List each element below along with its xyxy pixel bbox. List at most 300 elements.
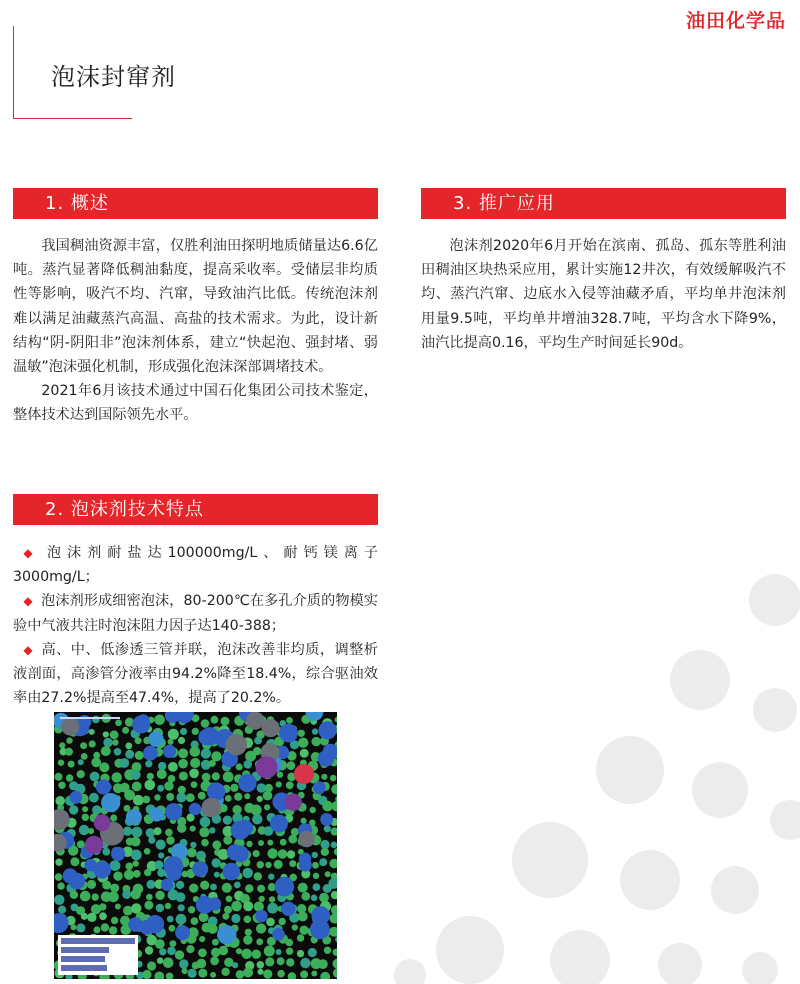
small-bubble — [57, 882, 64, 889]
application-body — [421, 234, 786, 355]
small-bubble — [210, 884, 217, 891]
small-bubble — [263, 969, 272, 978]
small-bubble — [256, 938, 263, 945]
large-bubble — [128, 917, 142, 931]
small-bubble — [176, 793, 186, 803]
small-bubble — [92, 716, 100, 724]
small-bubble — [133, 860, 139, 866]
small-bubble — [329, 859, 337, 869]
small-bubble — [288, 972, 296, 979]
small-bubble — [82, 814, 89, 821]
small-bubble — [212, 772, 220, 780]
small-bubble — [188, 969, 197, 978]
large-bubble — [54, 809, 70, 830]
small-bubble — [154, 827, 162, 835]
large-bubble — [238, 820, 254, 836]
small-bubble — [258, 840, 264, 846]
small-bubble — [177, 824, 186, 833]
small-bubble — [253, 850, 260, 857]
small-bubble — [182, 968, 188, 974]
small-bubble — [209, 760, 216, 767]
small-bubble — [289, 860, 296, 867]
small-bubble — [157, 769, 167, 779]
small-bubble — [99, 912, 107, 920]
legend-line — [61, 947, 109, 953]
small-bubble — [288, 835, 297, 844]
large-bubble — [298, 831, 314, 847]
small-bubble — [68, 761, 75, 768]
small-bubble — [78, 759, 84, 765]
small-bubble — [176, 892, 186, 902]
small-bubble — [280, 839, 287, 846]
small-bubble — [168, 729, 179, 740]
small-bubble — [222, 913, 229, 920]
features-list — [13, 541, 378, 710]
small-bubble — [265, 862, 271, 868]
large-bubble — [174, 712, 193, 723]
small-bubble — [101, 923, 109, 931]
small-bubble — [257, 885, 265, 893]
small-bubble — [145, 780, 156, 791]
overview-paragraph-2: 2021年6月该技术通过中国石化集团公司技术鉴定，整体技术达到国际领先水平。 — [13, 383, 378, 424]
large-bubble — [246, 712, 264, 730]
brand-label: 油田化学品 — [685, 10, 786, 32]
small-bubble — [133, 795, 144, 806]
small-bubble — [268, 874, 274, 880]
section-header-features: 2. 泡沫剂技术特点 — [13, 494, 378, 525]
small-bubble — [167, 916, 174, 923]
small-bubble — [115, 904, 121, 910]
small-bubble — [254, 872, 262, 880]
small-bubble — [102, 881, 111, 890]
small-bubble — [257, 796, 263, 802]
small-bubble — [321, 774, 327, 780]
small-bubble — [219, 946, 229, 956]
small-bubble — [286, 717, 293, 724]
small-bubble — [186, 793, 195, 802]
small-bubble — [102, 848, 110, 856]
application-paragraph-1: 泡沫剂2020年6月开始在滨南、孤岛、孤东等胜利油田稠油区块热采应用，累计实施12井次，有效缓解吸汽不均、蒸汽汽窜、边底水入侵等油藏矛盾，平均单井泡沫剂用量9.5吨，平均单井增油328.7吨，平均含水下降9%，油汽比提高0.16，平均生产时间延长90d。 — [421, 238, 786, 351]
small-bubble — [331, 891, 337, 899]
small-bubble — [70, 891, 78, 899]
small-bubble — [267, 903, 278, 914]
small-bubble — [123, 827, 132, 836]
small-bubble — [146, 894, 153, 901]
small-bubble — [164, 781, 173, 790]
small-bubble — [278, 849, 288, 859]
small-bubble — [199, 936, 205, 942]
small-bubble — [131, 850, 142, 861]
small-bubble — [158, 852, 164, 858]
small-bubble — [331, 827, 338, 835]
small-bubble — [165, 903, 171, 909]
small-bubble — [245, 884, 253, 892]
small-bubble — [166, 836, 174, 844]
small-bubble — [286, 939, 294, 947]
small-bubble — [55, 859, 62, 866]
small-bubble — [190, 842, 196, 848]
small-bubble — [212, 858, 221, 867]
small-bubble — [125, 750, 134, 759]
small-bubble — [115, 720, 122, 727]
large-bubble — [217, 925, 236, 944]
small-bubble — [279, 918, 286, 925]
small-bubble — [212, 840, 221, 849]
small-bubble — [131, 837, 141, 847]
small-bubble — [251, 805, 262, 816]
small-bubble — [58, 906, 66, 914]
small-bubble — [335, 936, 337, 943]
small-bubble — [231, 901, 242, 912]
small-bubble — [236, 970, 245, 979]
small-bubble — [170, 940, 177, 947]
small-bubble — [178, 737, 185, 744]
small-bubble — [163, 957, 174, 968]
small-bubble — [321, 848, 329, 856]
small-bubble — [89, 729, 95, 735]
decorative-circles — [380, 560, 800, 984]
large-bubble — [69, 873, 86, 890]
small-bubble — [200, 817, 211, 828]
small-bubble — [230, 784, 238, 792]
small-bubble — [274, 860, 283, 869]
small-bubble — [331, 784, 337, 794]
large-bubble — [272, 928, 285, 941]
small-bubble — [165, 829, 173, 837]
small-bubble — [225, 795, 232, 802]
small-bubble — [135, 737, 142, 744]
large-bubble — [275, 877, 295, 897]
small-bubble — [245, 929, 252, 936]
small-bubble — [80, 742, 87, 749]
small-bubble — [79, 825, 89, 835]
small-bubble — [221, 717, 230, 726]
small-bubble — [77, 770, 85, 778]
small-bubble — [65, 748, 73, 756]
small-bubble — [312, 862, 319, 869]
small-bubble — [325, 871, 331, 877]
small-bubble — [178, 904, 185, 911]
small-bubble — [92, 805, 102, 815]
small-bubble — [147, 961, 156, 970]
small-bubble — [333, 949, 338, 956]
small-bubble — [166, 793, 174, 801]
small-bubble — [312, 852, 318, 858]
large-bubble — [94, 861, 112, 879]
small-bubble — [131, 903, 141, 913]
small-bubble — [132, 827, 143, 838]
small-bubble — [148, 837, 155, 844]
small-bubble — [179, 959, 188, 968]
large-bubble — [196, 896, 214, 914]
small-bubble — [155, 891, 164, 900]
large-bubble — [54, 913, 69, 933]
small-bubble — [55, 873, 63, 881]
large-bubble — [143, 746, 158, 761]
small-bubble — [331, 801, 337, 811]
small-bubble — [320, 972, 330, 979]
diamond-bullet-icon: ◆ — [23, 642, 33, 657]
large-bubble — [294, 764, 314, 784]
small-bubble — [311, 895, 318, 902]
small-bubble — [298, 912, 308, 922]
large-bubble — [111, 847, 125, 861]
small-bubble — [256, 923, 266, 933]
small-bubble — [210, 957, 219, 966]
small-bubble — [244, 793, 250, 799]
large-bubble — [189, 803, 201, 815]
small-bubble — [110, 860, 121, 871]
small-bubble — [89, 740, 96, 747]
small-bubble — [300, 749, 309, 758]
small-bubble — [329, 927, 337, 937]
small-bubble — [319, 858, 327, 866]
small-bubble — [244, 916, 252, 924]
small-bubble — [168, 762, 178, 772]
large-bubble — [101, 793, 120, 812]
small-bubble — [308, 948, 317, 957]
small-bubble — [300, 970, 308, 978]
small-bubble — [297, 934, 304, 941]
small-bubble — [199, 827, 209, 837]
legend-line — [61, 938, 135, 944]
small-bubble — [211, 716, 219, 724]
diamond-bullet-icon: ◆ — [23, 546, 33, 560]
small-bubble — [187, 848, 197, 858]
small-bubble — [241, 949, 251, 959]
small-bubble — [243, 901, 253, 911]
small-bubble — [313, 883, 321, 891]
small-bubble — [253, 747, 261, 755]
small-bubble — [81, 913, 88, 920]
small-bubble — [122, 890, 131, 899]
small-bubble — [101, 746, 111, 756]
feature-item — [13, 589, 378, 637]
small-bubble — [55, 773, 63, 781]
small-bubble — [191, 917, 199, 925]
small-bubble — [135, 751, 144, 760]
section-header-overview: 1. 概述 — [13, 188, 378, 219]
small-bubble — [124, 870, 134, 880]
small-bubble — [168, 775, 176, 783]
small-bubble — [221, 968, 229, 976]
small-bubble — [198, 792, 206, 800]
large-bubble — [198, 729, 214, 745]
small-bubble — [286, 781, 294, 789]
small-bubble — [87, 913, 96, 922]
large-bubble — [279, 724, 298, 743]
small-bubble — [154, 972, 164, 980]
small-bubble — [236, 948, 242, 954]
large-bubble — [150, 807, 164, 821]
small-bubble — [131, 770, 141, 780]
large-bubble — [165, 803, 182, 820]
large-bubble — [281, 902, 295, 916]
small-bubble — [324, 825, 331, 832]
small-bubble — [178, 759, 188, 769]
small-bubble — [298, 730, 305, 737]
small-bubble — [319, 893, 329, 903]
small-bubble — [300, 926, 309, 935]
small-bubble — [176, 881, 184, 889]
small-bubble — [300, 958, 310, 968]
small-bubble — [169, 925, 176, 932]
small-bubble — [277, 957, 285, 965]
small-bubble — [157, 785, 164, 792]
small-bubble — [259, 896, 265, 902]
large-bubble — [318, 721, 336, 739]
small-bubble — [87, 880, 96, 889]
small-bubble — [166, 973, 174, 980]
small-bubble — [144, 869, 151, 876]
small-bubble — [145, 760, 152, 767]
small-bubble — [90, 772, 100, 782]
small-bubble — [267, 840, 273, 846]
large-bubble — [299, 853, 311, 865]
large-bubble — [310, 920, 330, 940]
small-bubble — [81, 753, 88, 760]
large-bubble — [148, 731, 163, 746]
small-bubble — [265, 957, 274, 966]
small-bubble — [66, 737, 72, 743]
small-bubble — [276, 781, 282, 787]
small-bubble — [292, 924, 298, 930]
small-bubble — [154, 715, 165, 726]
small-bubble — [147, 773, 154, 780]
large-bubble — [167, 866, 182, 881]
small-bubble — [112, 739, 118, 745]
small-bubble — [144, 901, 153, 910]
diamond-bullet-icon: ◆ — [23, 594, 33, 609]
small-bubble — [201, 839, 209, 847]
small-bubble — [209, 827, 215, 833]
feature-text: 高、中、低渗透三管并联，泡沫改善非均质，调整析液剖面，高渗管分液率由94.2%降至18.4%，综合驱油效率由27.2%提高至47.4%，提高了20.2%。 — [13, 641, 378, 707]
small-bubble — [132, 782, 142, 792]
small-bubble — [76, 923, 85, 932]
small-bubble — [252, 814, 262, 824]
small-bubble — [269, 896, 275, 902]
small-bubble — [112, 772, 122, 782]
small-bubble — [157, 957, 164, 964]
small-bubble — [55, 796, 65, 806]
small-bubble — [199, 912, 209, 922]
small-bubble — [111, 917, 118, 924]
small-bubble — [233, 805, 242, 814]
large-bubble — [192, 861, 208, 877]
large-bubble — [285, 794, 302, 811]
large-bubble — [70, 791, 83, 804]
small-bubble — [201, 748, 211, 758]
small-bubble — [243, 968, 253, 978]
small-bubble — [226, 896, 233, 903]
small-bubble — [257, 961, 265, 969]
small-bubble — [214, 872, 220, 878]
small-bubble — [110, 884, 119, 893]
small-bubble — [69, 805, 78, 814]
small-bubble — [82, 806, 88, 812]
small-bubble — [232, 962, 238, 968]
small-bubble — [110, 730, 119, 739]
feature-item — [13, 638, 378, 711]
small-bubble — [88, 828, 94, 834]
large-bubble — [94, 814, 111, 831]
small-bubble — [109, 926, 117, 934]
small-bubble — [244, 760, 253, 769]
small-bubble — [190, 746, 201, 757]
small-bubble — [133, 870, 141, 878]
large-bubble — [146, 915, 164, 933]
small-bubble — [208, 924, 218, 934]
small-bubble — [110, 814, 117, 821]
small-bubble — [223, 816, 232, 825]
small-bubble — [243, 868, 253, 878]
small-bubble — [190, 826, 196, 832]
small-bubble — [99, 903, 106, 910]
small-bubble — [70, 857, 79, 866]
small-bubble — [286, 948, 293, 955]
small-bubble — [154, 794, 160, 800]
small-bubble — [210, 972, 216, 978]
small-bubble — [311, 971, 317, 977]
small-bubble — [196, 959, 206, 969]
small-bubble — [58, 782, 65, 789]
small-bubble — [252, 950, 261, 959]
small-bubble — [331, 905, 337, 915]
small-bubble — [122, 727, 129, 734]
small-bubble — [246, 841, 252, 847]
small-bubble — [266, 918, 275, 927]
overview-body — [13, 234, 378, 428]
small-bubble — [264, 946, 275, 957]
large-bubble — [175, 925, 190, 940]
small-bubble — [168, 739, 174, 745]
small-bubble — [58, 760, 64, 766]
small-bubble — [156, 904, 164, 912]
small-bubble — [231, 914, 240, 923]
large-bubble — [255, 910, 268, 923]
small-bubble — [333, 969, 337, 978]
large-bubble — [318, 750, 334, 766]
small-bubble — [146, 880, 155, 889]
large-bubble — [238, 774, 256, 792]
small-bubble — [131, 889, 141, 899]
small-bubble — [312, 728, 318, 734]
small-bubble — [145, 946, 153, 954]
small-bubble — [254, 737, 262, 745]
small-bubble — [333, 959, 338, 969]
page-title: 泡沫封窜剂 — [51, 63, 176, 91]
overview-paragraph-1: 我国稠油资源丰富，仅胜利油田探明地质储量达6.6亿吨。蒸汽显著降低稠油黏度，提高采收率。受储层非均质性等影响，吸汽不均、汽窜，导致油汽比低。传统泡沫剂难以满足油藏蒸汽高温、高盐的技术需求。为此，设计新结构“阴-阴阳非”泡沫剂体系，建立“快起泡、强封堵、弱温敏”泡沫强化机制，形成强化泡沫深部调堵技术。 — [13, 238, 378, 376]
small-bubble — [179, 772, 188, 781]
small-bubble — [212, 939, 219, 946]
small-bubble — [108, 891, 119, 902]
small-bubble — [257, 969, 263, 975]
small-bubble — [298, 738, 308, 748]
small-bubble — [175, 950, 184, 959]
large-bubble — [132, 716, 150, 734]
small-bubble — [192, 728, 199, 735]
small-bubble — [103, 738, 112, 747]
small-bubble — [155, 939, 165, 949]
small-bubble — [313, 873, 319, 879]
small-bubble — [125, 742, 132, 749]
small-bubble — [234, 882, 241, 889]
small-bubble — [298, 883, 308, 893]
small-bubble — [330, 913, 337, 923]
small-bubble — [103, 731, 109, 737]
small-bubble — [335, 717, 337, 723]
small-bubble — [142, 796, 150, 804]
